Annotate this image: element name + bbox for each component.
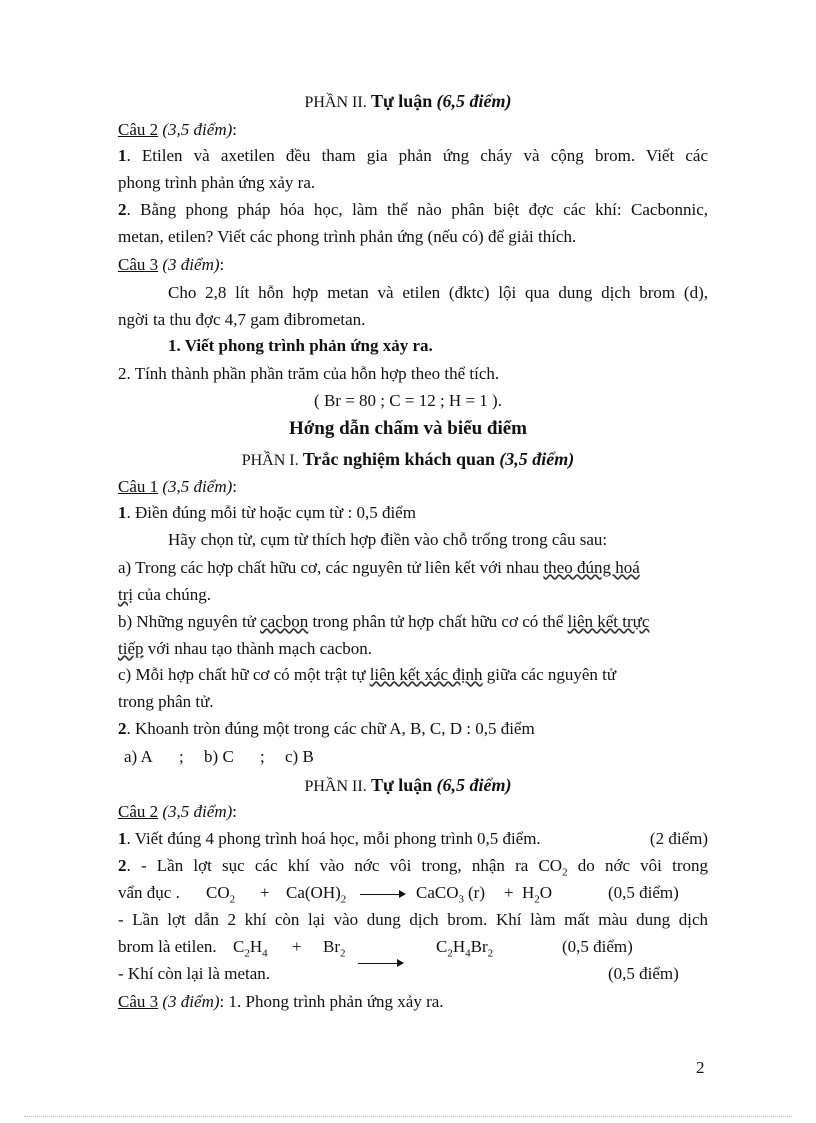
- text: : 1. Phong trình phản ứng xảy ra.: [219, 992, 444, 1011]
- q-label: Câu 1: [118, 477, 159, 496]
- answer-3-label: [118, 989, 708, 1015]
- answer-2-part-2-line-5: [118, 961, 708, 987]
- page-number: 2: [696, 1058, 705, 1077]
- q2-item-1-line-2: phong trình phản ứng xảy ra.: [118, 173, 316, 192]
- formula-c2h4: $C_2H_4$: [233, 937, 268, 960]
- filled-answer: tiếp: [118, 639, 144, 658]
- formula-caoh2: $Ca(OH)_2$: [286, 883, 347, 906]
- points: (0,5 điểm): [608, 964, 679, 983]
- answer-2-part-2-line-1: [118, 853, 708, 879]
- answer-a-line-1: [118, 555, 708, 581]
- text: . - Lần lợt sục các khí vào nớc vôi trong, nhận ra CO: [126, 856, 563, 875]
- item-number: 2: [118, 200, 127, 219]
- reaction-1: [118, 880, 708, 906]
- answer-2-part-1: [118, 826, 708, 852]
- text: do nớc vôi trong: [567, 856, 708, 875]
- filled-answer: theo đúng hoá: [543, 558, 640, 577]
- part-title: Tự luận: [370, 91, 433, 111]
- q3-text-line-2: ngời ta thu đợc 4,7 gam đibrometan.: [118, 310, 366, 329]
- part-label: PHẦN I.: [241, 452, 299, 469]
- plus: +: [504, 883, 514, 902]
- answer-b-line-1: [118, 609, 708, 635]
- reaction-2: [118, 934, 708, 960]
- filled-answer: liên kết xác định: [369, 665, 483, 684]
- points: (0,5 điểm): [562, 937, 633, 956]
- answer-c-line-2: trong phân tử.: [118, 692, 214, 711]
- formula-caco3: CaCO$_3$ (r): [416, 883, 485, 906]
- item-number: 2: [118, 719, 127, 738]
- text: trong phân tử hợp chất hữu cơ có thể: [308, 612, 568, 631]
- points: (0,5 điểm): [608, 883, 679, 902]
- q3-atomic-masses: ( Br = 80 ; C = 12 ; H = 1 ).: [314, 391, 502, 410]
- answer-b-line-2: [118, 636, 708, 662]
- q2-item-1-line-1: [118, 143, 708, 169]
- part-title: Tự luận: [370, 775, 433, 795]
- part-points: (3,5 điểm): [499, 449, 575, 469]
- item-text: . Bằng phong pháp hóa học, làm thế nào phân biệt đợc các khí: Cacbonnic,: [126, 200, 708, 219]
- item-number: 1: [118, 503, 127, 522]
- q2-item-2-line-1: [118, 197, 708, 223]
- text: với nhau tạo thành mạch cacbon.: [143, 639, 372, 658]
- q-label: Câu 2: [118, 802, 159, 821]
- q2-item-2-line-2: metan, etilen? Viết các phong trình phản ứng (nếu có) để giải thích.: [118, 227, 577, 246]
- formula-co2: $CO_2$: [206, 883, 236, 906]
- q-label: Câu 3: [118, 992, 159, 1011]
- section-2-answers-heading: [0, 772, 816, 800]
- question-2-label: [118, 117, 708, 143]
- part-points: (6,5 điểm): [436, 91, 512, 111]
- q-points: (3,5 điểm): [162, 120, 233, 139]
- part-label: PHẦN II.: [304, 778, 367, 795]
- answer-1-label: [118, 474, 708, 500]
- q-points: (3,5 điểm): [162, 802, 233, 821]
- colon: :: [232, 477, 237, 496]
- q-points: (3,5 điểm): [162, 477, 233, 496]
- q-points: (3 điểm): [162, 992, 220, 1011]
- item-number: 1: [118, 146, 127, 165]
- answer-b: b) C: [204, 747, 234, 766]
- answer-1-part-1: [118, 500, 708, 526]
- filled-answer: trị: [118, 585, 134, 604]
- text: giữa các nguyên tử: [482, 665, 617, 684]
- q3-task-2: 2. Tính thành phần phần trăm của hỗn hợp theo thể tích.: [118, 364, 500, 383]
- q3-text-line-1: Cho 2,8 lít hỗn hợp metan và etilen (đktc) lội qua dung dịch brom (d),: [168, 283, 708, 302]
- part-label: PHẦN II.: [304, 94, 367, 111]
- multiple-choice-answers: [124, 744, 708, 770]
- section-2-heading: [0, 88, 816, 116]
- answer-2-part-2-line-3: - Lần lợt dẫn 2 khí còn lại vào dung dịch brom. Khí làm mất màu dung dịch: [118, 910, 708, 929]
- text: b) Những nguyên tử: [118, 612, 261, 631]
- item-number: 1: [118, 829, 127, 848]
- answer-2-label: [118, 799, 708, 825]
- reaction-arrow: [360, 890, 406, 900]
- answer-a-line-2: [118, 582, 708, 608]
- question-3-label: [118, 252, 708, 278]
- item-text: . Viết đúng 4 phong trình hoá học, mỗi phong trình 0,5 điểm.: [126, 829, 541, 848]
- text: - Khí còn lại là metan.: [118, 964, 271, 983]
- part-title: Trắc nghiệm khách quan: [302, 449, 496, 469]
- separator: ;: [179, 747, 184, 766]
- item-text: . Khoanh tròn đúng một trong các chữ A, B, C, D : 0,5 điểm: [126, 719, 535, 738]
- colon: :: [219, 255, 225, 274]
- formula-h2o: $H_2O$: [522, 883, 553, 906]
- answer-c: c) B: [285, 747, 314, 766]
- section-1-heading: [0, 446, 816, 474]
- text: brom là etilen.: [118, 937, 217, 956]
- q3-task-1: 1. Viết phong trình phản ứng xảy ra.: [168, 336, 433, 355]
- answer-1-instruction: Hãy chọn từ, cụm từ thích hợp điền vào chỗ trống trong câu sau:: [168, 530, 608, 549]
- plus: +: [260, 883, 270, 902]
- item-text: . Etilen và axetilen đều tham gia phản ứng cháy và cộng brom. Viết các: [126, 146, 708, 165]
- text: của chúng.: [133, 585, 211, 604]
- answer-a: a) A: [124, 747, 153, 766]
- part-points: (6,5 điểm): [436, 775, 512, 795]
- q-label: Câu 3: [118, 255, 159, 274]
- points: (2 điểm): [649, 829, 708, 848]
- answer-c-line-1: [118, 662, 708, 688]
- formula-c2h4br2: $C_2H_4Br_2$: [436, 937, 494, 960]
- guide-title: Hớng dẫn chấm và biểu điểm: [288, 418, 528, 439]
- item-text: . Điền đúng mỗi từ hoặc cụm từ : 0,5 điểm: [126, 503, 416, 522]
- subscript: 2: [562, 866, 568, 879]
- colon: :: [232, 120, 237, 139]
- filled-answer: cacbon: [260, 612, 309, 631]
- colon: :: [232, 802, 237, 821]
- formula-br2: $Br_2$: [323, 937, 346, 960]
- separator: ;: [260, 747, 265, 766]
- q-points: (3 điểm): [162, 255, 220, 274]
- plus: +: [292, 937, 302, 956]
- page-bottom-divider: [24, 1116, 792, 1117]
- text: c) Mỗi hợp chất hữ cơ có một trật tự: [118, 665, 370, 684]
- filled-answer: liên kết trực: [567, 612, 650, 631]
- answer-1-part-2: [118, 716, 708, 742]
- item-number: 2: [118, 856, 127, 875]
- text: a) Trong các hợp chất hữu cơ, các nguyên tử liên kết với nhau: [118, 558, 544, 577]
- q-label: Câu 2: [118, 120, 159, 139]
- text: vẩn đục .: [118, 883, 180, 902]
